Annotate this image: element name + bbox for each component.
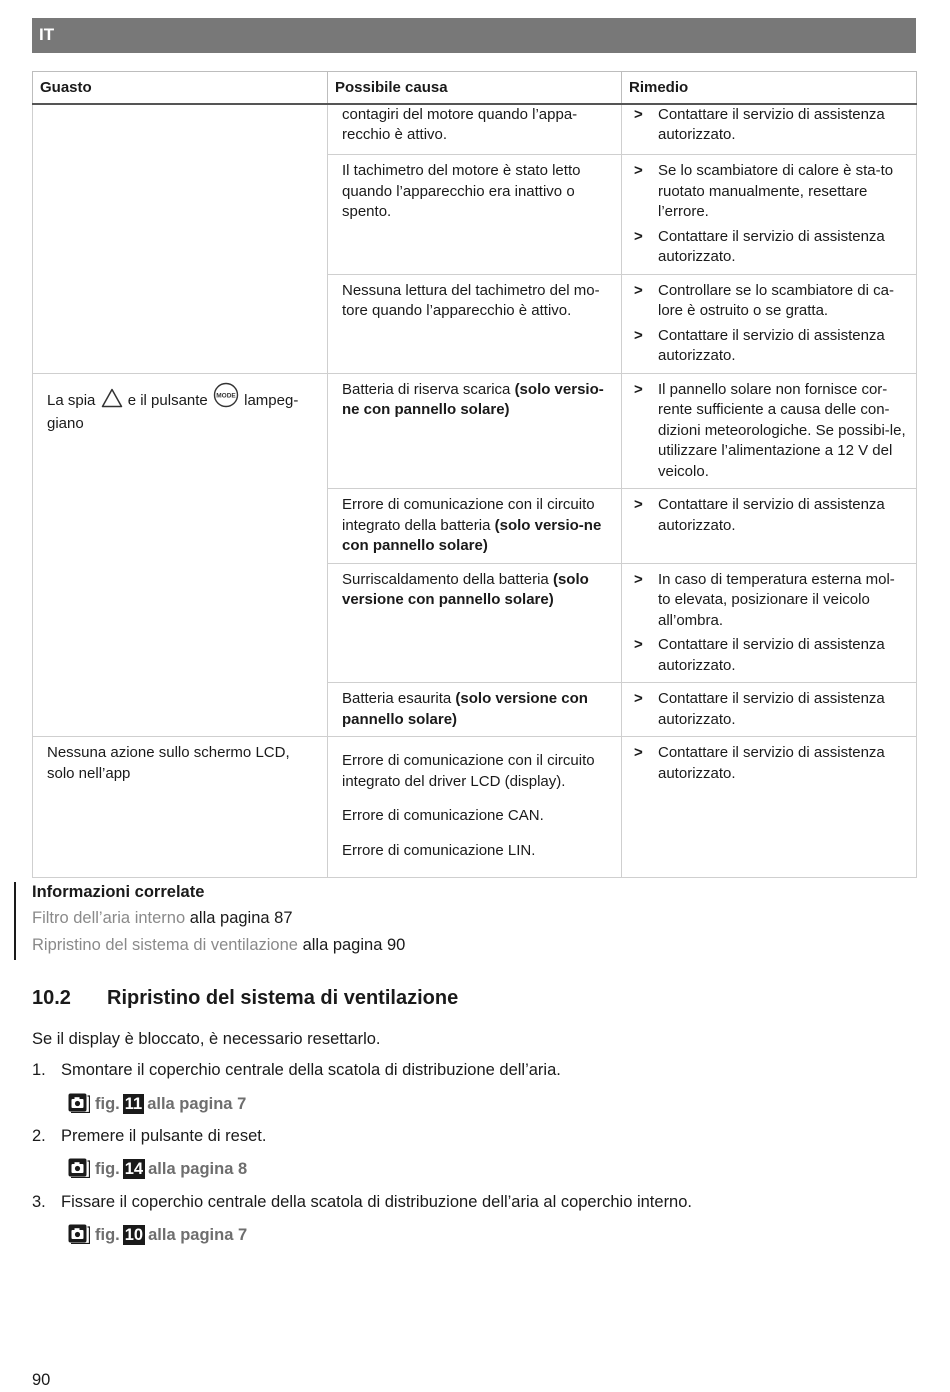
cause-cell [328,274,622,373]
language-header-bar [32,18,916,53]
header-remedy: Rimedio [622,72,917,104]
header-fault: Guasto [33,72,328,104]
cause-version-note: (solo versio-ne con pannello solare) [342,516,602,554]
figure-label: fig. [95,1095,120,1113]
step-item [32,1191,692,1213]
table-row [33,489,917,564]
step-number: 3. [32,1193,46,1211]
cause-text: Errore di comunicazione CAN. [342,807,544,824]
figure-page: alla pagina 7 [148,1226,248,1244]
cause-version-note: (solo versio-ne con pannello solare) [342,380,604,418]
camera-icon [68,1158,90,1184]
remedy-bullet-icon: > [634,690,643,707]
remedy-bullet-icon: > [634,105,643,123]
remedy-item [634,161,906,223]
fault-text-part1: La spia [47,391,96,409]
troubleshooting-table [32,71,917,878]
remedy-bullet-icon: > [634,496,643,513]
cause-text: Errore di comunicazione con il circuito integrato della batteria [342,496,595,534]
remedy-text: Contattare il servizio di assistenza autorizzato. [658,496,885,534]
remedy-cell [622,104,917,155]
section-heading [32,987,458,1010]
fault-cell [33,373,328,489]
figure-number: 14 [124,1160,144,1178]
language-code: IT [39,25,55,44]
remedy-item [634,689,906,730]
cause-text: contagiri del motore quando l’appa-recchio è attivo. [342,105,578,143]
cause-cell [328,155,622,275]
cause-text: Errore di comunicazione LIN. [342,841,536,859]
remedy-cell [622,563,917,683]
cause-cell [328,737,622,878]
remedy-item [634,380,906,483]
mode-button-label: MODE [216,392,236,399]
remedy-text: Se lo scambiatore di calore è sta-to ruotato manualmente, resettare l’errore. [658,162,894,220]
remedy-bullet-icon: > [634,227,643,245]
related-link-page: alla pagina 87 [189,909,293,927]
remedy-cell [622,683,917,737]
section-title: Ripristino del sistema di ventilazione [107,987,459,1009]
table-row [33,563,917,683]
warning-triangle-icon [101,388,123,415]
figure-number: 10 [124,1226,144,1244]
header-cause: Possibile causa [328,72,622,104]
fault-cell [33,274,328,373]
fault-cell [33,155,328,275]
page-number: 90 [32,1371,51,1389]
fault-cell [33,683,328,737]
cause-text: Batteria esaurita [342,690,456,707]
related-title: Informazioni correlate [32,883,205,901]
figure-page: alla pagina 8 [148,1160,248,1178]
remedy-text: Contattare il servizio di assistenza autorizzato. [658,326,885,364]
table-row [33,274,917,373]
remedy-item [634,105,906,146]
remedy-item [634,281,906,322]
remedy-cell [622,373,917,489]
section-intro: Se il display è bloccato, è necessario resettarlo. [32,1030,381,1048]
cause-cell [328,683,622,737]
table-row [33,104,917,155]
step-text: Fissare il coperchio centrale della scatola di distribuzione dell’aria al coperchio interno. [61,1193,692,1211]
step-text: Premere il pulsante di reset. [61,1127,267,1145]
remedy-item [634,635,906,676]
table-row [33,737,917,878]
figure-reference[interactable] [68,1093,246,1119]
figure-label: fig. [95,1226,120,1244]
fault-cell [33,563,328,683]
remedy-bullet-icon: > [634,380,643,398]
section-number: 10.2 [32,987,71,1009]
change-bar [14,882,16,960]
related-link-page: alla pagina 90 [302,936,406,954]
remedy-bullet-icon: > [634,281,643,299]
remedy-cell [622,737,917,878]
remedy-text: In caso di temperatura esterna mol-to elevata, posizionare il veicolo all’ombra. [658,570,895,629]
figure-label: fig. [95,1160,120,1178]
figure-page: alla pagina 7 [147,1095,247,1113]
cause-cell [328,489,622,564]
remedy-cell [622,489,917,564]
fault-cell [33,737,328,878]
remedy-bullet-icon: > [634,744,643,761]
remedy-text: Controllare se lo scambiatore di ca-lore è ostruito o se gratta. [658,281,894,319]
fault-text-part3: lampeg-giano [47,391,299,432]
remedy-cell [622,274,917,373]
related-link-row [32,932,912,959]
remedy-bullet-icon: > [634,162,643,179]
cause-text: Il tachimetro del motore è stato letto quando l’apparecchio era inattivo o spento. [342,162,581,220]
figure-reference[interactable] [68,1224,247,1250]
cause-text: Surriscaldamento della batteria [342,570,553,588]
remedy-item [634,326,906,367]
remedy-bullet-icon: > [634,326,643,344]
cause-cell [328,563,622,683]
table-row [33,373,917,489]
mode-button-icon [213,382,239,415]
fault-cell [33,104,328,155]
related-information [32,880,912,959]
remedy-text: Contattare il servizio di assistenza autorizzato. [658,636,885,674]
camera-icon [68,1224,90,1250]
remedy-text: Contattare il servizio di assistenza autorizzato. [658,744,885,782]
step-item [32,1059,561,1081]
fault-text: Nessuna azione sullo schermo LCD, solo nell’app [47,744,290,782]
step-number: 1. [32,1061,46,1079]
fault-cell [33,489,328,564]
related-link-row [32,905,912,932]
step-item [32,1125,266,1147]
remedy-bullet-icon: > [634,570,643,588]
cause-text: Nessuna lettura del tachimetro del mo-tore quando l’apparecchio è attivo. [342,281,600,319]
remedy-text: Contattare il servizio di assistenza autorizzato. [658,227,885,265]
table-row [33,155,917,275]
remedy-item [634,570,906,632]
remedy-item [634,495,906,536]
remedy-item [634,743,906,784]
camera-icon [68,1093,90,1119]
cause-cell [328,373,622,489]
remedy-text: Contattare il servizio di assistenza autorizzato. [658,690,885,728]
related-link-air-filter[interactable]: Filtro dell’aria interno [32,909,186,927]
step-number: 2. [32,1127,46,1145]
cause-version-note: (solo versione con pannello solare) [342,570,589,608]
table-header-row [33,72,917,104]
remedy-bullet-icon: > [634,636,643,653]
remedy-text: Contattare il servizio di assistenza autorizzato. [658,105,885,143]
cause-text: Batteria di riserva scarica [342,380,515,398]
remedy-text: Il pannello solare non fornisce cor-rente sufficiente a causa delle con-dizioni meteorologiche. Se possibi-le, utilizzare l’alimentazione a 12 V del veicolo. [658,380,906,480]
related-link-ventilation-reset[interactable]: Ripristino del sistema di ventilazione [32,936,298,954]
remedy-cell [622,155,917,275]
cause-version-note: (solo versione con pannello solare) [342,690,588,728]
figure-reference[interactable] [68,1158,247,1184]
fault-text-part2: e il pulsante [127,391,208,409]
cause-cell [328,104,622,155]
step-text: Smontare il coperchio centrale della scatola di distribuzione dell’aria. [61,1061,561,1079]
cause-text: Errore di comunicazione con il circuito integrato del driver LCD (display). [342,752,595,790]
figure-number: 11 [124,1095,143,1113]
table-row [33,683,917,737]
remedy-item [634,227,906,268]
